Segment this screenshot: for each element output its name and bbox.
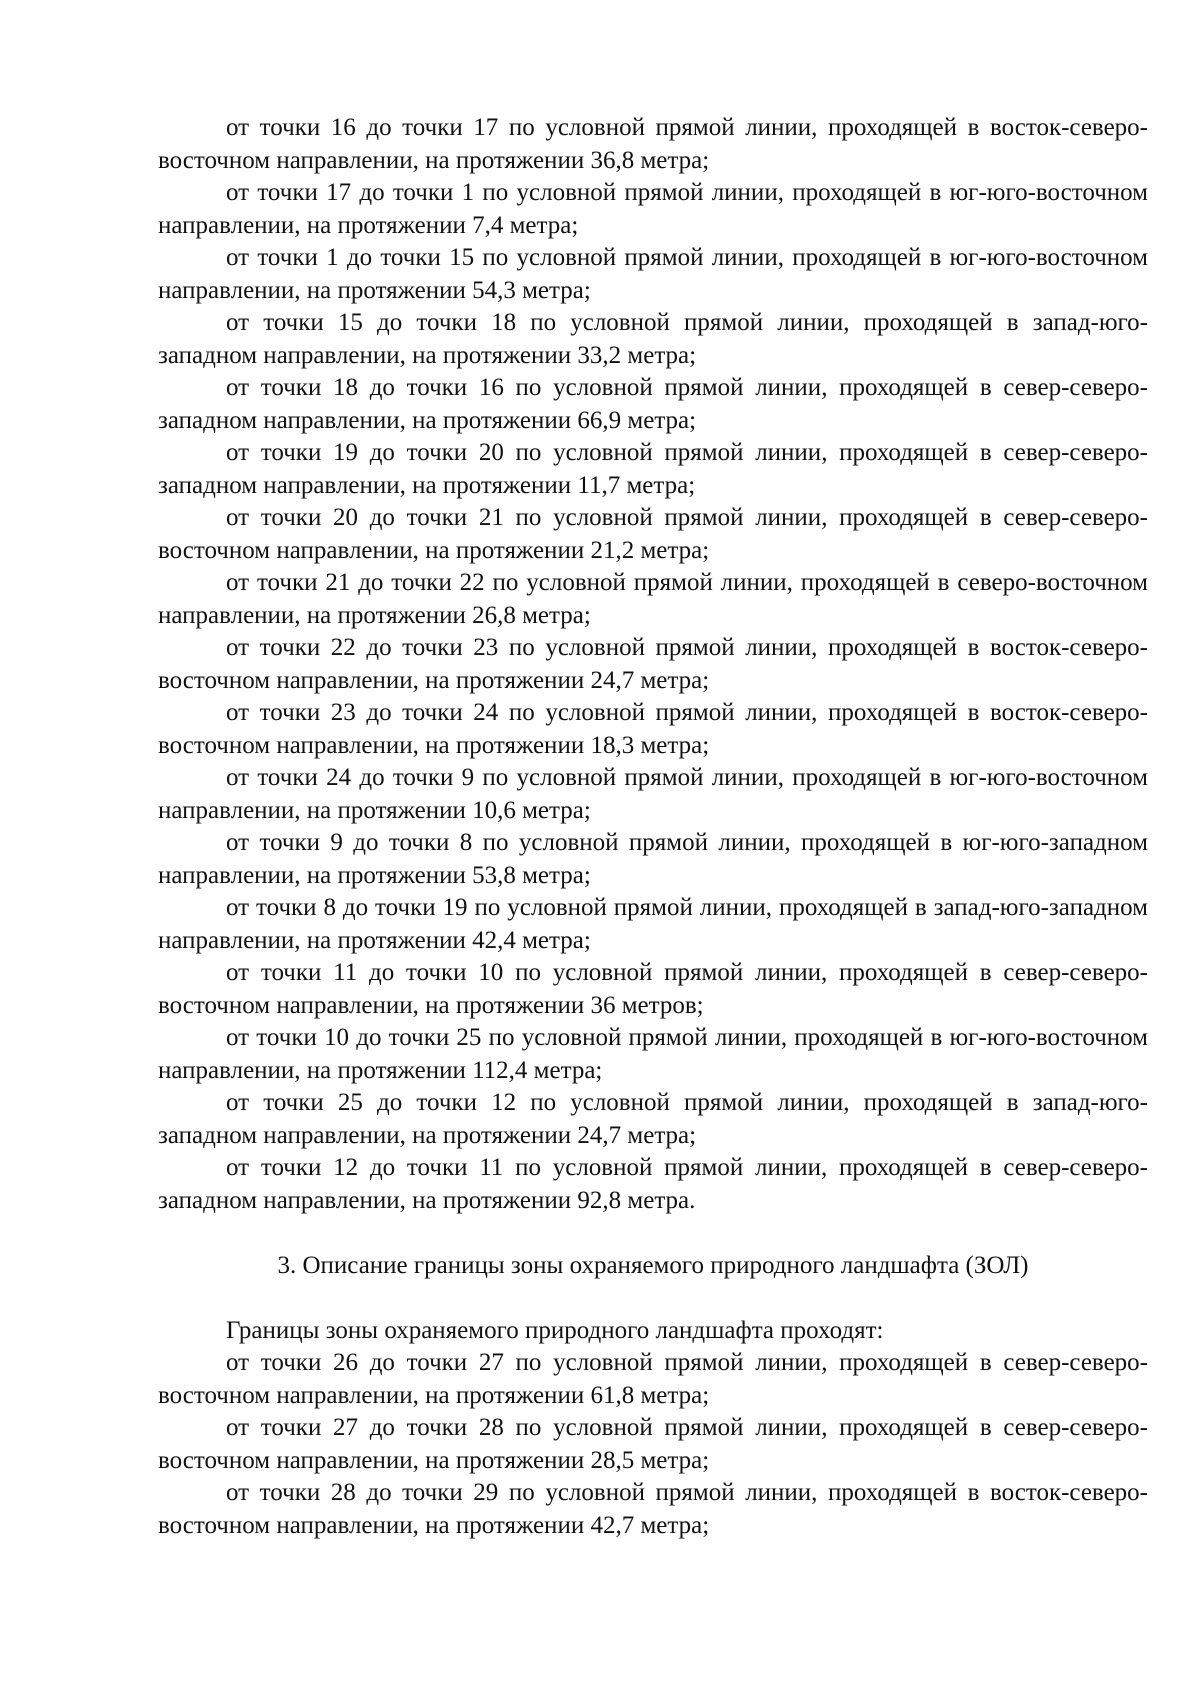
section-3-heading: 3. Описание границы зоны охраняемого природного ландшафта (ЗОЛ)	[277, 1251, 1029, 1279]
section-3-intro: Границы зоны охраняемого природного ландшафта проходят:	[226, 1316, 884, 1344]
boundary-segment: от точки 19 до точки 20 по условной прямой линии, проходящей в север-северо-западном направлении, на протяжении 11,7 метра;	[158, 439, 1148, 499]
boundary-segment: от точки 11 до точки 10 по условной прямой линии, проходящей в север-северо-восточном направлении, на протяжении 36 метров;	[158, 959, 1148, 1019]
boundary-segment: от точки 12 до точки 11 по условной прямой линии, проходящей в север-северо-западном направлении, на протяжении 92,8 метра.	[158, 1154, 1148, 1214]
document-page	[158, 112, 1148, 1542]
boundary-segment: от точки 24 до точки 9 по условной прямой линии, проходящей в юг-юго-восточном направлении, на протяжении 10,6 метра;	[158, 764, 1148, 824]
boundary-segment: от точки 23 до точки 24 по условной прямой линии, проходящей в восток-северо-восточном направлении, на протяжении 18,3 метра;	[158, 699, 1148, 759]
boundary-segment: от точки 26 до точки 27 по условной прямой линии, проходящей в север-северо-восточном направлении, на протяжении 61,8 метра;	[158, 1349, 1148, 1409]
boundary-segment: от точки 25 до точки 12 по условной прямой линии, проходящей в запад-юго-западном направлении, на протяжении 24,7 метра;	[158, 1089, 1148, 1149]
boundary-segment: от точки 8 до точки 19 по условной прямой линии, проходящей в запад-юго-западном направлении, на протяжении 42,4 метра;	[158, 894, 1148, 954]
boundary-segment: от точки 20 до точки 21 по условной прямой линии, проходящей в север-северо-восточном направлении, на протяжении 21,2 метра;	[158, 504, 1148, 564]
boundary-segment: от точки 22 до точки 23 по условной прямой линии, проходящей в восток-северо-восточном направлении, на протяжении 24,7 метра;	[158, 634, 1148, 694]
boundary-segment: от точки 17 до точки 1 по условной прямой линии, проходящей в юг-юго-восточном направлении, на протяжении 7,4 метра;	[158, 179, 1148, 239]
boundary-segment: от точки 18 до точки 16 по условной прямой линии, проходящей в север-северо-западном направлении, на протяжении 66,9 метра;	[158, 374, 1148, 434]
boundary-segment: от точки 16 до точки 17 по условной прямой линии, проходящей в восток-северо-восточном направлении, на протяжении 36,8 метра;	[158, 114, 1148, 174]
boundary-segment: от точки 15 до точки 18 по условной прямой линии, проходящей в запад-юго-западном направлении, на протяжении 33,2 метра;	[158, 309, 1148, 369]
boundary-segment: от точки 27 до точки 28 по условной прямой линии, проходящей в север-северо-восточном направлении, на протяжении 28,5 метра;	[158, 1414, 1148, 1474]
boundary-segment: от точки 10 до точки 25 по условной прямой линии, проходящей в юг-юго-восточном направлении, на протяжении 112,4 метра;	[158, 1024, 1148, 1084]
boundary-segment: от точки 21 до точки 22 по условной прямой линии, проходящей в северо-восточном направлении, на протяжении 26,8 метра;	[158, 569, 1148, 629]
section-3-boundary-list	[158, 1315, 1148, 1543]
boundary-segment: от точки 28 до точки 29 по условной прямой линии, проходящей в восток-северо-восточном направлении, на протяжении 42,7 метра;	[158, 1479, 1148, 1539]
boundary-segment: от точки 9 до точки 8 по условной прямой линии, проходящей в юг-юго-западном направлении, на протяжении 53,8 метра;	[158, 829, 1148, 889]
boundary-segment: от точки 1 до точки 15 по условной прямой линии, проходящей в юг-юго-восточном направлении, на протяжении 54,3 метра;	[158, 244, 1148, 304]
section-2-boundary-list	[158, 112, 1148, 1217]
